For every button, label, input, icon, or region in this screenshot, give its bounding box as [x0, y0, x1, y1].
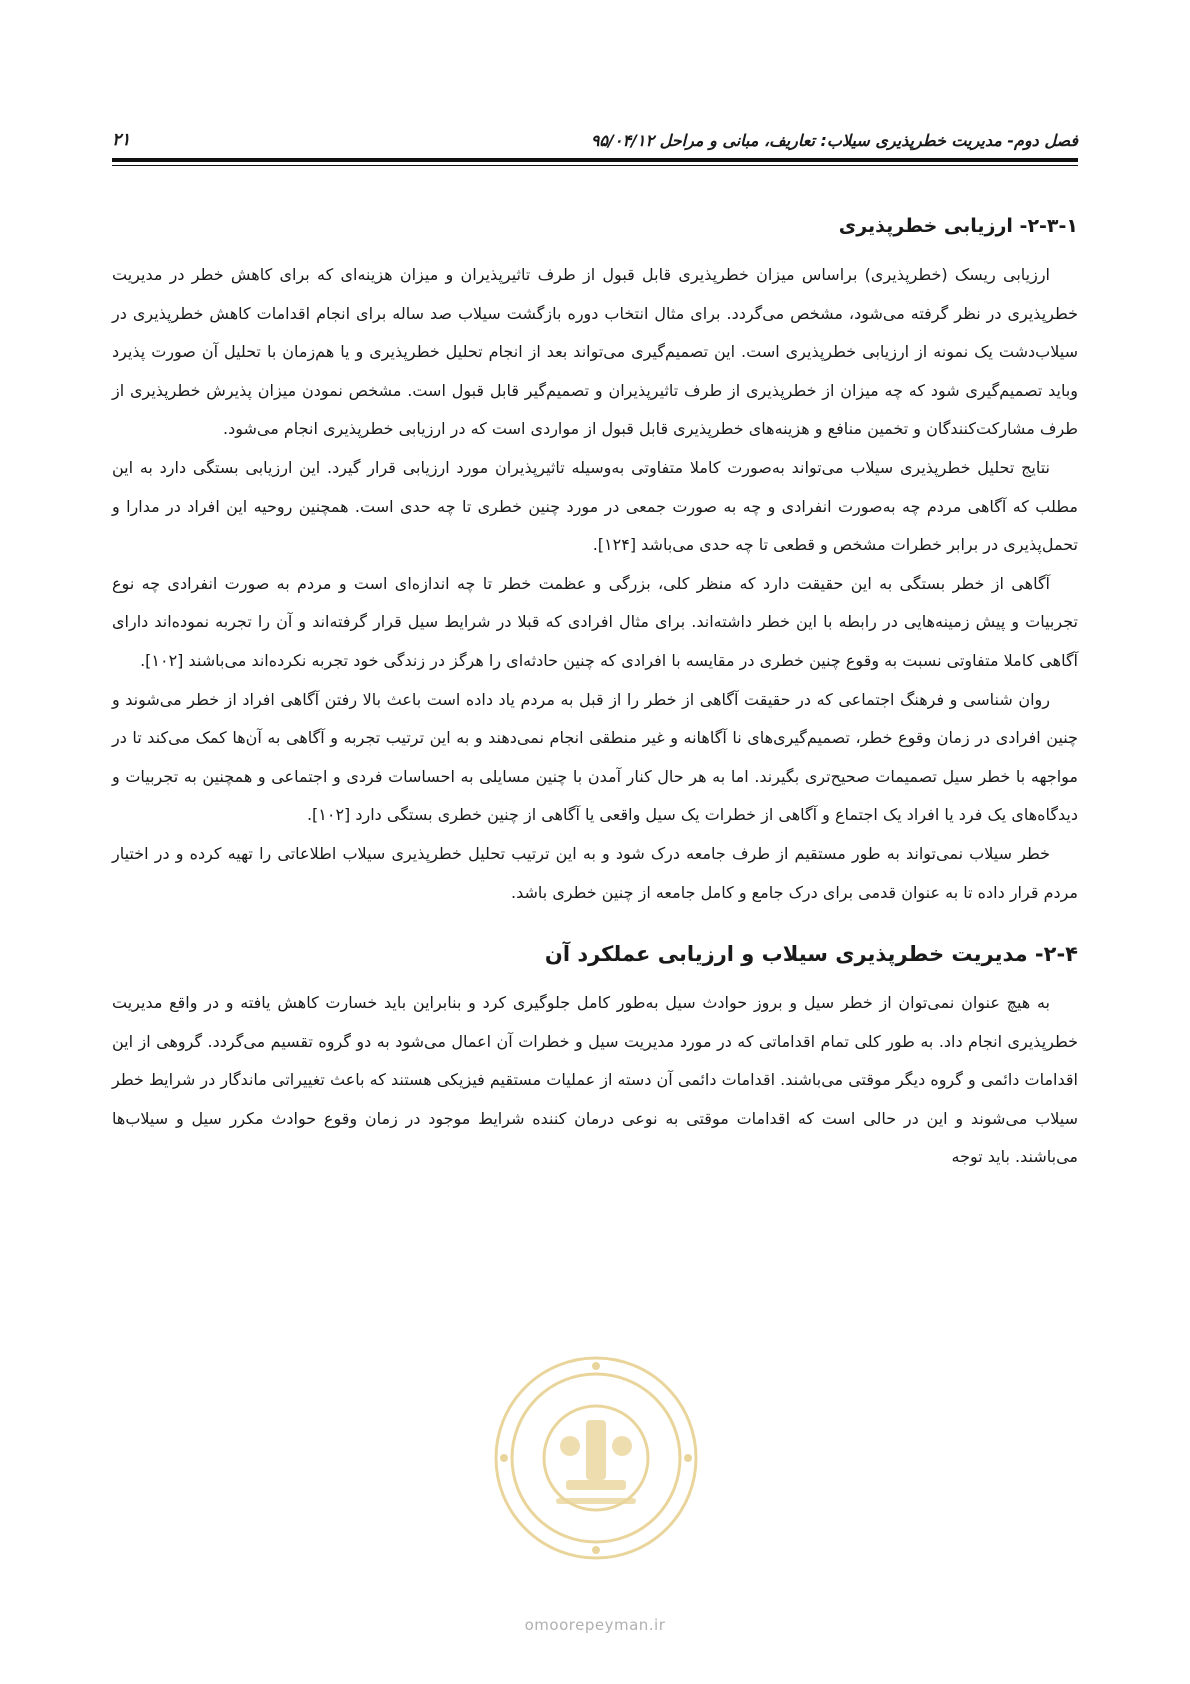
watermark-url: omoorepeyman.ir [524, 1616, 666, 1634]
section-heading-flood-risk-management: ۲-۴- مدیریت خطرپذیری سیلاب و ارزیابی عملکرد آن [544, 942, 1078, 967]
paragraph: آگاهی از خطر بستگی به این حقیقت دارد که منظر کلی، بزرگی و عظمت خطر تا چه اندازه‌ای است و مردم به صورت انفرادی چه نوع تجربیات و پیش زمینه‌هایی در رابطه با این خطر داشته‌اند. برای مثال افرادی که قبلا در شرایط سیل قرار گرفته‌اند و آن را تجربه نموده‌اند دارای آگاهی کاملا متفاوتی نسبت به وقوع چنین خطری در مقایسه با افرادی که چنین حادثه‌ای را هرگز در زندگی خود تجربه نکرده‌اند می‌باشند [۱۰۲]. [112, 573, 1078, 670]
seal-watermark-icon [486, 1348, 706, 1568]
page-number: ۲۱ [112, 130, 131, 150]
header-rule-thin [112, 165, 1078, 166]
chapter-title: فصل دوم- مدیریت خطرپذیری سیلاب: تعاریف، مبانی و مراحل ۹۵/۰۴/۱۲ [590, 131, 1078, 150]
paragraph: روان شناسی و فرهنگ اجتماعی که در حقیقت آگاهی از خطر را از قبل به مردم یاد داده است باعث بالا رفتن آگاهی افراد از خطر می‌شوند و چنین افرادی در زمان وقوع خطر، تصمیم‌گیری‌های نا آگاهانه و غیر منطقی انجام نمی‌دهند و به این ترتیب تجربه و آگاهی به آن‌ها کمک می‌کند تا در مواجهه با خطر سیل تصمیمات صحیح‌تری بگیرند. اما به هر حال کنار آمدن با چنین مسایلی به احساسات فردی و اجتماعی و همچنین به تجربیات و دیدگاه‌های یک فرد یا افراد یک اجتماع و آگاهی از خطرات یک سیل واقعی یا آگاهی از چنین خطری بستگی دارد [۱۰۲]. [112, 689, 1078, 825]
page-body [112, 212, 1078, 1177]
paragraph: به هیچ عنوان نمی‌توان از خطر سیل و بروز حوادث سیل به‌طور کامل جلوگیری کرد و بنابراین باید خسارت کاهش یافته و در واقع مدیریت خطرپذیری انجام داد. به طور کلی تمام اقداماتی که در مورد مدیریت سیل و خطرات آن اعمال می‌شود به دو گروه تقسیم می‌گردد. گروهی از این اقدامات دائمی و گروه دیگر موقتی می‌باشند. اقدامات دائمی آن دسته از عملیات مستقیم فیزیکی هستند که باعث تغییراتی ماندگار در شرایط خطر سیلاب می‌شوند و این در حالی است که اقدامات موقتی به نوعی درمان کننده شرایط موجود در زمان وقوع حوادث مکرر سیل و سیلاب‌ها می‌باشند. باید توجه [112, 993, 1078, 1167]
page-header [112, 118, 1078, 150]
paragraph: ارزیابی ریسک (خطرپذیری) براساس میزان خطرپذیری قابل قبول از طرف تاثیرپذیران و میزان هزینه‌ای که برای کاهش خطر در مدیریت خطرپذیری در نظر گرفته می‌شود، مشخص می‌گردد. برای مثال انتخاب دوره بازگشت سیلاب صد ساله برای انجام اقدامات کاهش خطرپذیری در سیلاب‌دشت یک نمونه از ارزیابی خطرپذیری است. این تصمیم‌گیری می‌تواند بعد از انجام تحلیل خطرپذیری و یا هم‌زمان با تحلیل آن صورت پذیرد وباید تصمیم‌گیری شود که چه میزان از خطرپذیری از طرف تاثیرپذیران و تصمیم‌گیر قابل قبول است. مشخص نمودن میزان پذیرش خطرپذیری از طرف مشارکت‌کنندگان و تخمین منافع و هزینه‌های خطرپذیری قابل قبول از مواردی است که در ارزیابی خطرپذیری انجام می‌شود. [112, 265, 1078, 439]
section-heading-risk-assessment: ۲-۳-۱- ارزیابی خطرپذیری [838, 215, 1078, 237]
header-rule-thick [112, 158, 1078, 162]
paragraph: خطر سیلاب نمی‌تواند به طور مستقیم از طرف جامعه درک شود و به این ترتیب تحلیل خطرپذیری سیلاب اطلاعاتی را تهیه کرده و در اختیار مردم قرار داده تا به عنوان قدمی برای درک جامع و کامل جامعه از چنین خطری باشد. [112, 843, 1078, 902]
paragraph: نتایج تحلیل خطرپذیری سیلاب می‌تواند به‌صورت کاملا متفاوتی به‌وسیله تاثیرپذیران مورد ارزیابی قرار گیرد. این ارزیابی بستگی دارد به این مطلب که آگاهی مردم چه به‌صورت انفرادی و چه به صورت جمعی در مورد چنین خطری تا چه حدی است. همچنین روحیه این افراد در مدارا و تحمل‌پذیری در برابر خطرات مشخص و قطعی تا چه حدی می‌باشد [۱۲۴]. [112, 457, 1078, 555]
